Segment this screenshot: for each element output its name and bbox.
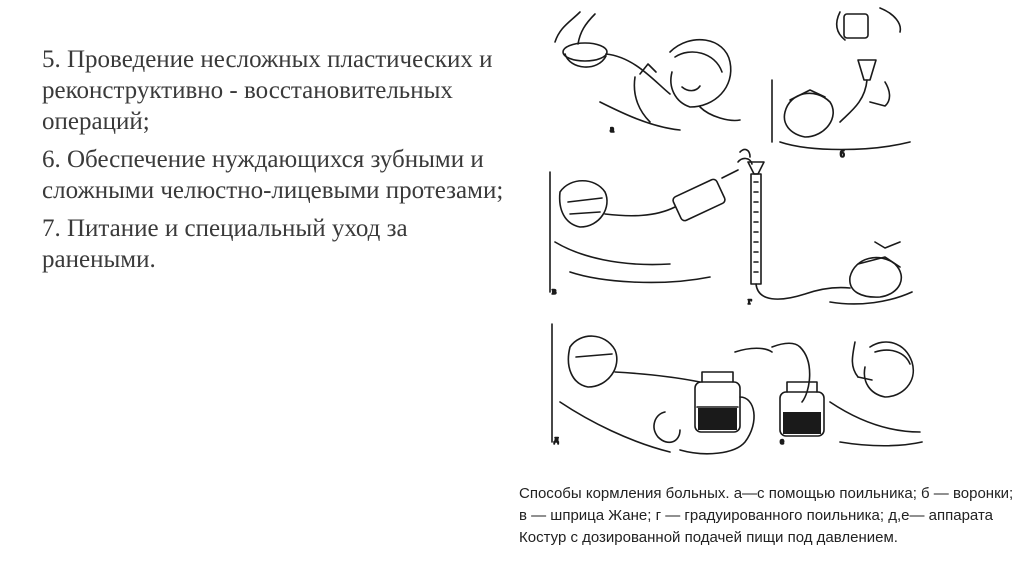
bullet-item-6: 6. Обеспечение нуждающихся зубными и сложными челюстно-лицевыми протезами; [42, 146, 504, 204]
panel-label-g: г [748, 296, 752, 306]
panel-a-feeding-cup [555, 12, 740, 130]
bullet-item-5: 5. Проведение несложных пластических и реконструктивно - восстановительных операций; [42, 46, 493, 135]
panel-label-e: е [780, 436, 784, 446]
figure-caption: Способы кормления больных. а—с помощью поильника; б — воронки; в — шприца Жане; г — градуированного поильника; д,е— аппарата Костур с дозированной подачей пищи под давлением. [519, 485, 1014, 546]
bullet-item-7: 7. Питание и специальный уход за ранеными. [42, 215, 408, 273]
panel-v-syringe [550, 150, 752, 292]
panel-b-funnel [772, 8, 910, 150]
bullet-list [42, 44, 512, 282]
panel-label-a: а [610, 124, 614, 134]
panel-g-graduated-feeder [748, 162, 912, 304]
panel-d-kostur-apparatus [552, 324, 754, 454]
panel-e-kostur-apparatus [735, 342, 922, 446]
panel-label-b: б [840, 149, 845, 159]
feeding-methods-illustration [540, 2, 924, 470]
panel-label-v: в [552, 286, 557, 296]
panel-label-d: д [554, 434, 559, 444]
